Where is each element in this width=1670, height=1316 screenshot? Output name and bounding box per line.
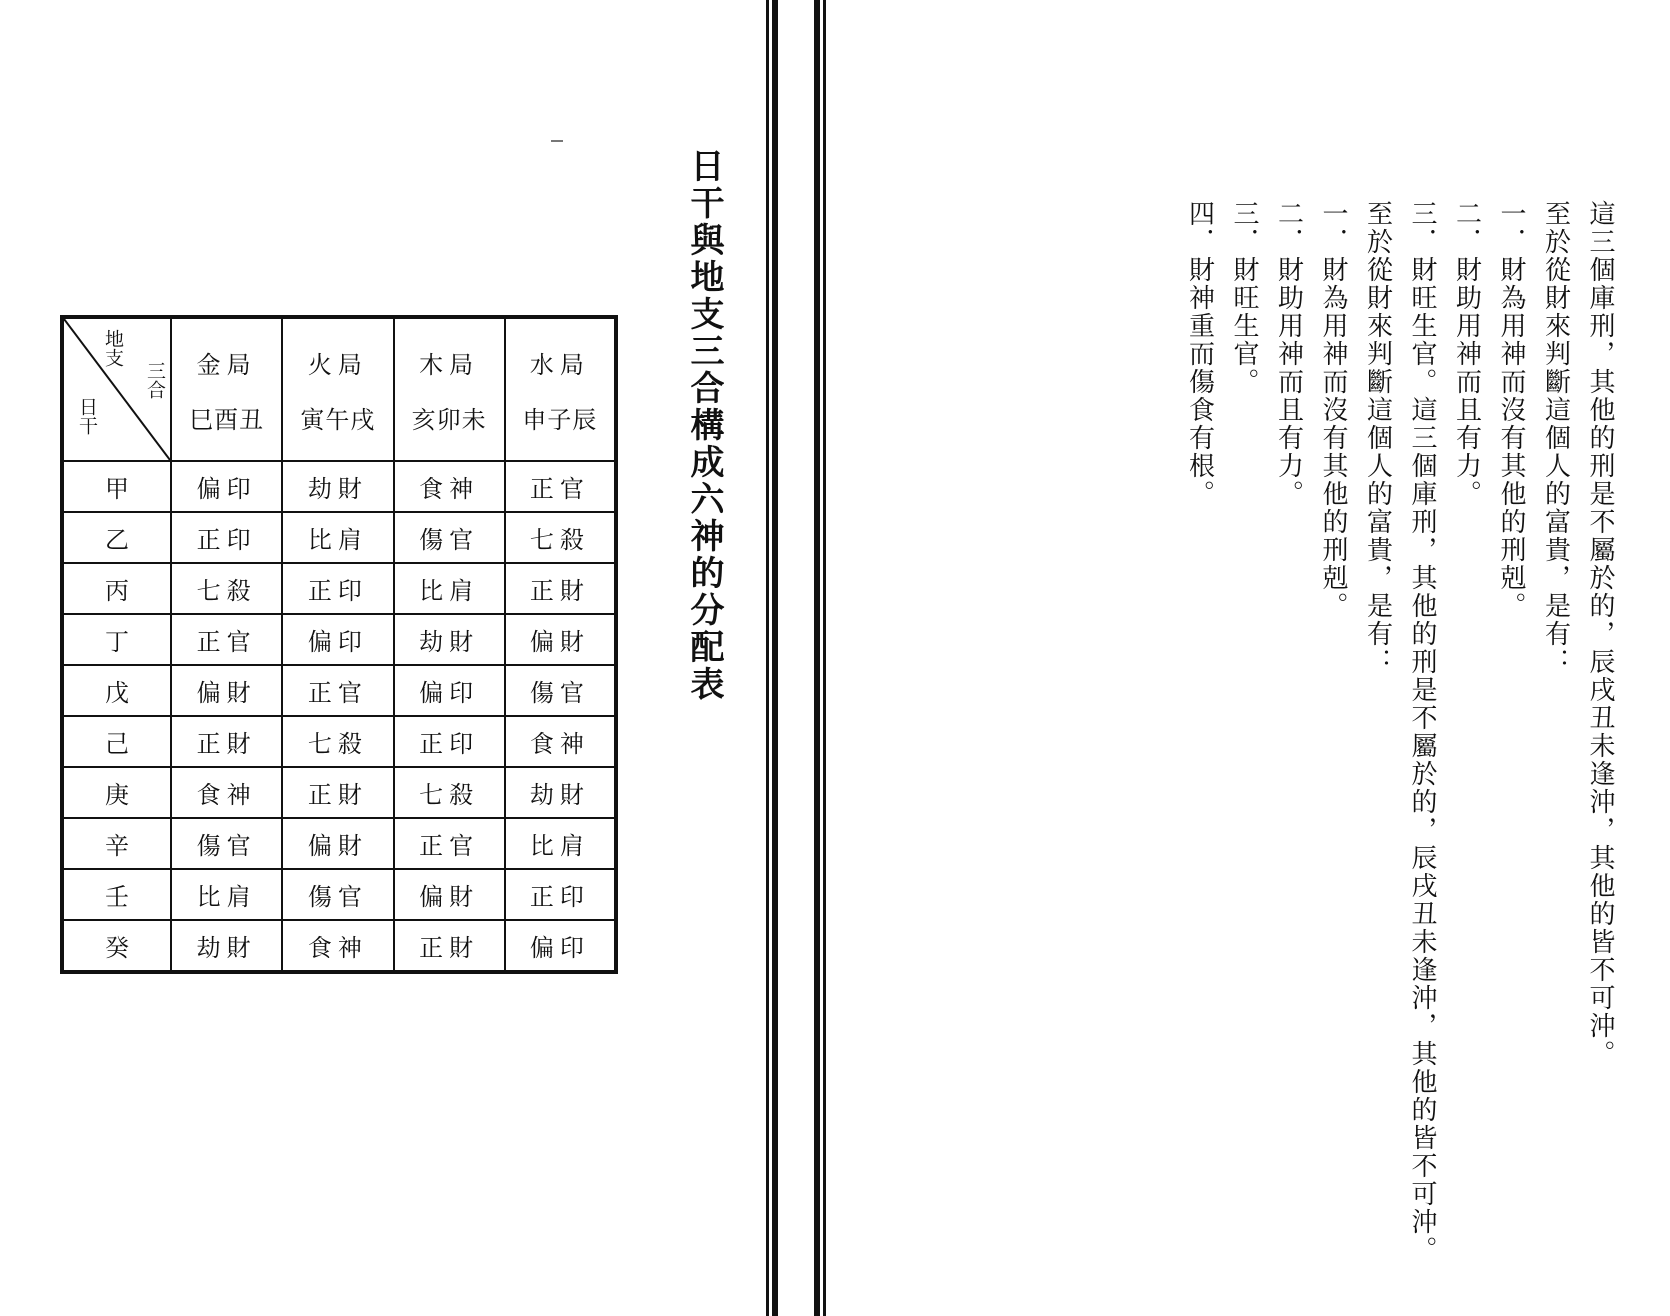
page-title: 日干與地支三合構成六神的分配表	[684, 148, 724, 703]
day-stem-cell: 己	[62, 716, 171, 767]
column-header-fire	[282, 317, 393, 461]
six-god-cell: 偏印	[505, 920, 616, 972]
day-stem-cell: 戊	[62, 665, 171, 716]
day-stem-cell: 丙	[62, 563, 171, 614]
body-text	[1177, 200, 1622, 1310]
six-god-cell: 傷官	[394, 512, 505, 563]
table-row	[62, 920, 616, 972]
text-line: 一．財為用神而沒有其他的刑剋。	[1318, 200, 1348, 620]
text-line: 至於從財來判斷這個人的富貴，是有：	[1540, 200, 1571, 676]
spine-line	[766, 0, 769, 1316]
spine-line	[772, 0, 778, 1316]
column-frame-name: 金局	[196, 350, 257, 379]
column-header-water	[505, 317, 616, 461]
six-god-cell: 比肩	[394, 563, 505, 614]
text-line: 二．財助用神而且有力。	[1273, 200, 1304, 508]
spine-line	[823, 0, 826, 1316]
table-row	[62, 818, 616, 869]
six-god-cell: 傷官	[282, 869, 393, 920]
six-god-cell: 正印	[505, 869, 616, 920]
six-god-cell: 劫財	[505, 767, 616, 818]
six-god-cell: 七殺	[505, 512, 616, 563]
table-corner-cell	[62, 317, 171, 461]
text-line: 二．財助用神而且有力。	[1451, 200, 1482, 508]
six-god-cell: 偏財	[171, 665, 282, 716]
six-god-cell: 比肩	[171, 869, 282, 920]
six-gods-table	[60, 315, 618, 974]
six-god-cell: 劫財	[171, 920, 282, 972]
corner-label-earthly-branch: 地支	[102, 329, 124, 367]
day-stem-cell: 辛	[62, 818, 171, 869]
six-god-cell: 七殺	[394, 767, 505, 818]
six-god-cell: 比肩	[505, 818, 616, 869]
six-god-cell: 正財	[505, 563, 616, 614]
text-line: 至於從財來判斷這個人的富貴，是有：	[1362, 200, 1393, 676]
column-branches: 申子辰	[522, 405, 598, 434]
six-gods-table-wrapper	[60, 315, 618, 974]
text-line: 四．財神重而傷食有根。	[1184, 200, 1215, 508]
column-frame-name: 木局	[419, 350, 480, 379]
six-god-cell: 偏財	[394, 869, 505, 920]
day-stem-cell: 甲	[62, 461, 171, 512]
six-god-cell: 比肩	[282, 512, 393, 563]
table-row	[62, 563, 616, 614]
day-stem-cell: 丁	[62, 614, 171, 665]
corner-label-day-stem: 日干	[76, 397, 98, 435]
six-god-cell: 正官	[282, 665, 393, 716]
six-god-cell: 偏印	[282, 614, 393, 665]
six-god-cell: 七殺	[282, 716, 393, 767]
column-branches: 寅午戌	[300, 405, 376, 434]
six-god-cell: 正印	[171, 512, 282, 563]
column-frame-name: 水局	[529, 350, 590, 379]
table-row	[62, 614, 616, 665]
table-row	[62, 461, 616, 512]
spine-line	[814, 0, 820, 1316]
six-god-cell: 七殺	[171, 563, 282, 614]
six-god-cell: 偏財	[282, 818, 393, 869]
text-line: 三．財旺生官。	[1229, 200, 1259, 396]
column-header-wood	[394, 317, 505, 461]
table-row	[62, 767, 616, 818]
six-god-cell: 正財	[171, 716, 282, 767]
six-god-cell: 正財	[394, 920, 505, 972]
six-god-cell: 傷官	[171, 818, 282, 869]
six-god-cell: 正官	[171, 614, 282, 665]
six-god-cell: 食神	[505, 716, 616, 767]
table-row	[62, 512, 616, 563]
six-god-cell: 食神	[171, 767, 282, 818]
stray-mark	[551, 140, 563, 142]
six-god-cell: 偏財	[505, 614, 616, 665]
text-line: 這三個庫刑，其他的刑是不屬於的，辰戌丑未逢沖，其他的皆不可沖。	[1585, 200, 1615, 1068]
day-stem-cell: 庚	[62, 767, 171, 818]
text-line: 一．財為用神而沒有其他的刑剋。	[1496, 200, 1526, 620]
table-row	[62, 869, 616, 920]
six-god-cell: 正官	[505, 461, 616, 512]
six-god-cell: 劫財	[282, 461, 393, 512]
day-stem-cell: 乙	[62, 512, 171, 563]
table-header-row	[62, 317, 616, 461]
six-god-cell: 偏印	[394, 665, 505, 716]
column-branches: 巳酉丑	[189, 405, 265, 434]
column-branches: 亥卯未	[411, 405, 487, 434]
column-header-metal	[171, 317, 282, 461]
day-stem-cell: 癸	[62, 920, 171, 972]
text-line: 三．財旺生官。這三個庫刑，其他的刑是不屬於的，辰戌丑未逢沖，其他的皆不可沖。	[1407, 200, 1437, 1264]
column-frame-name: 火局	[307, 350, 368, 379]
six-god-cell: 正官	[394, 818, 505, 869]
six-god-cell: 傷官	[505, 665, 616, 716]
corner-label-triple-harmony: 三合	[144, 361, 166, 399]
six-god-cell: 食神	[282, 920, 393, 972]
six-god-cell: 食神	[394, 461, 505, 512]
six-god-cell: 正印	[394, 716, 505, 767]
six-god-cell: 偏印	[171, 461, 282, 512]
day-stem-cell: 壬	[62, 869, 171, 920]
six-god-cell: 劫財	[394, 614, 505, 665]
six-god-cell: 正財	[282, 767, 393, 818]
six-god-cell: 正印	[282, 563, 393, 614]
table-row	[62, 716, 616, 767]
table-row	[62, 665, 616, 716]
